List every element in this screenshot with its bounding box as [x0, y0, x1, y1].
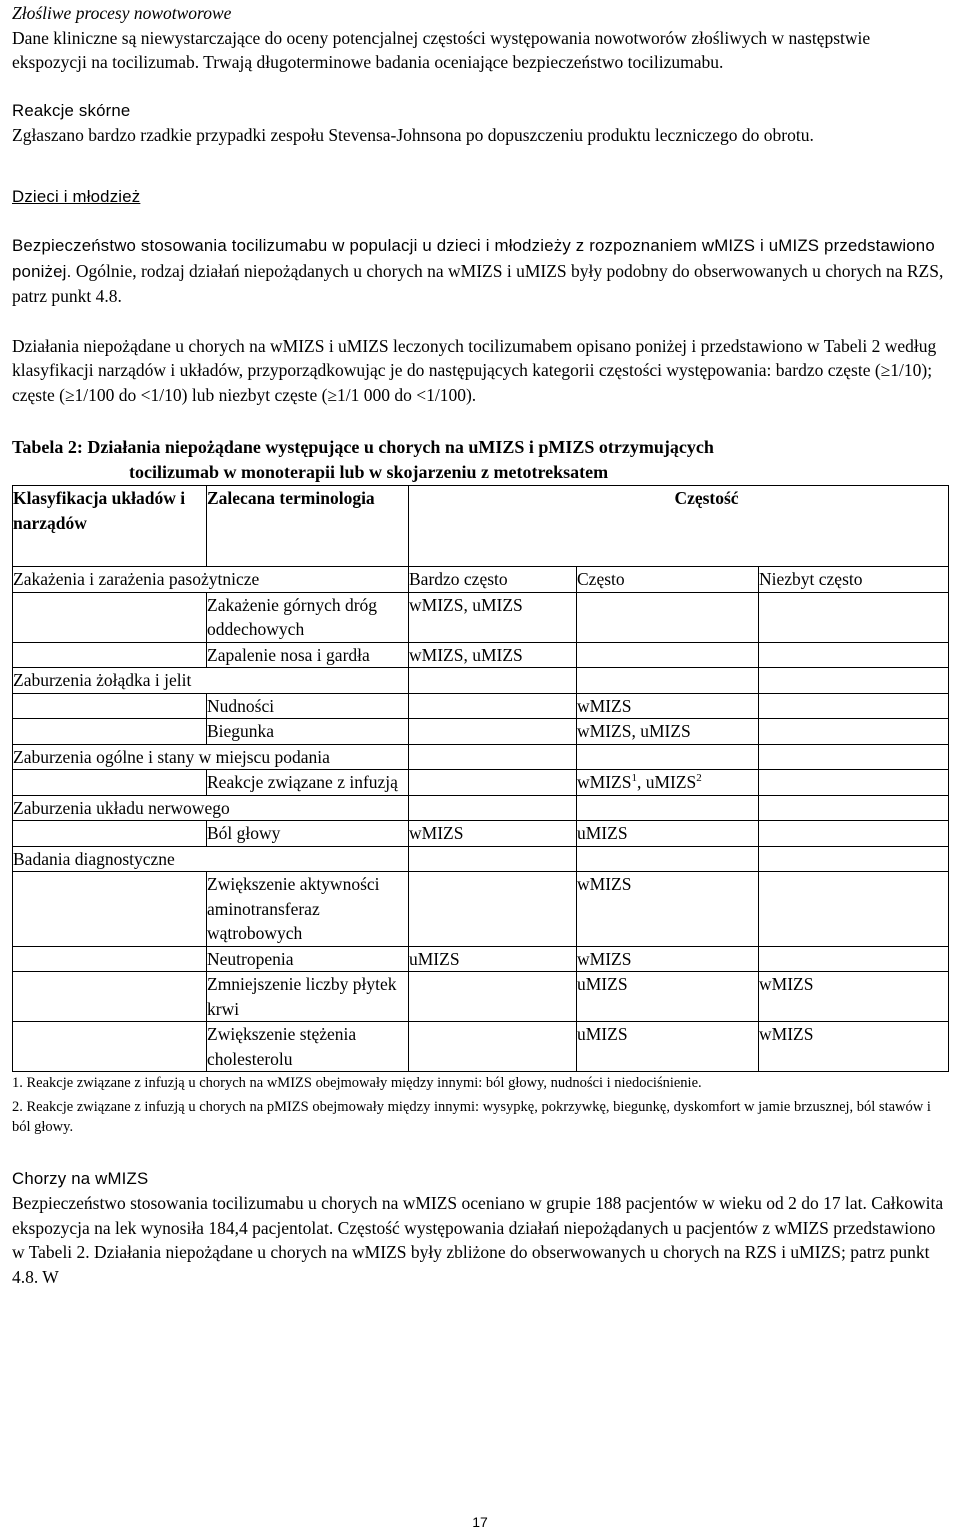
footnote-ref-2: 2 — [696, 772, 702, 785]
document-page — [12, 0, 948, 1289]
common-value: wMIZS — [577, 772, 632, 792]
table-row — [13, 946, 949, 972]
uncommon-cell: wMIZS — [759, 1022, 949, 1072]
footnote-ref-1: 1 — [631, 772, 637, 785]
soc-label: Zaburzenia układu nerwowego — [13, 795, 409, 821]
term-cell: Reakcje związane z infuzją — [207, 770, 409, 796]
term-cell: Nudności — [207, 693, 409, 719]
wmizs-heading: Chorzy na wMIZS — [12, 1168, 149, 1188]
common-cell: uMIZS — [577, 972, 759, 1022]
skin-reactions-paragraph: Zgłaszano bardzo rzadkie przypadki zespołu Stevensa-Johnsona po dopuszczeniu produktu leczniczego do obrotu. — [12, 125, 814, 145]
term-cell: Zakażenie górnych dróg oddechowych — [207, 592, 409, 642]
header-frequency — [409, 486, 949, 567]
wmizs-paragraph: Bezpieczeństwo stosowania tocilizumabu u chorych na wMIZS oceniano w grupie 188 pacjentów w wieku od 2 do 17 lat. Całkowita ekspozycja na lek wynosiła 184,4 pacjentolat. Częstość występowania działań niepożądanych u pacjentów z wMIZS przedstawiono w Tabeli 2. Działania niepożądane u chorych na wMIZS były zbliżone do obserwowanych u chorych na RZS i uMIZS; patrz punkt 4.8. W — [12, 1193, 944, 1287]
term-cell: Zwiększenie aktywności aminotransferaz wątrobowych — [207, 872, 409, 947]
term-cell: Biegunka — [207, 719, 409, 745]
empty-cell — [13, 1022, 207, 1072]
table-row — [13, 693, 949, 719]
empty-cell — [409, 846, 577, 872]
table-soc-row — [13, 668, 949, 694]
empty-cell — [577, 795, 759, 821]
uncommon-cell — [759, 821, 949, 847]
empty-cell — [577, 668, 759, 694]
uncommon-cell — [759, 642, 949, 668]
common-cell — [577, 642, 759, 668]
freq-common-header: Często — [577, 567, 759, 593]
term-cell: Zwiększenie stężenia cholesterolu — [207, 1022, 409, 1072]
common-cell: uMIZS — [577, 821, 759, 847]
very-common-cell — [409, 719, 577, 745]
skin-reactions-heading: Reakcje skórne — [12, 100, 131, 120]
header-frequency-label: Częstość — [674, 488, 739, 508]
soc-label: Zaburzenia ogólne i stany w miejscu podania — [13, 744, 409, 770]
term-cell: Ból głowy — [207, 821, 409, 847]
table-soc-row — [13, 744, 949, 770]
common-value-2: , uMIZS — [636, 772, 697, 792]
table-row — [13, 821, 949, 847]
empty-cell — [759, 795, 949, 821]
empty-cell — [13, 821, 207, 847]
empty-cell — [13, 972, 207, 1022]
header-term: Zalecana terminologia — [207, 486, 409, 567]
empty-cell — [409, 668, 577, 694]
adverse-reactions-paragraph: Działania niepożądane u chorych na wMIZS i uMIZS leczonych tocilizumabem opisano poniżej i przedstawiono w Tabeli 2 według klasyfikacji narządów i układów, przyporządkowując je do następujących kategorii częstości występowania: bardzo częste (≥1/10); częste (≥1/100 do <1/10) lub niezbyt częste (≥1/1 000 do <1/100). — [12, 335, 937, 405]
term-cell: Zmniejszenie liczby płytek krwi — [207, 972, 409, 1022]
empty-cell — [409, 795, 577, 821]
children-paragraph — [12, 233, 948, 309]
empty-cell — [759, 846, 949, 872]
empty-cell — [13, 872, 207, 947]
very-common-cell: wMIZS, uMIZS — [409, 642, 577, 668]
table-row — [13, 770, 949, 796]
very-common-cell — [409, 972, 577, 1022]
empty-cell — [759, 668, 949, 694]
uncommon-cell: wMIZS — [759, 972, 949, 1022]
table-title-line1: Tabela 2: Działania niepożądane występujące u chorych na uMIZS i pMIZS otrzymujących — [12, 437, 714, 457]
freq-very-common-header: Bardzo często — [409, 567, 577, 593]
freq-uncommon-header: Niezbyt często — [759, 567, 949, 593]
common-cell: uMIZS — [577, 1022, 759, 1072]
footnote-1: 1. Reakcje związane z infuzją u chorych na wMIZS obejmowały między innymi: ból głowy, nudności i niedociśnienie. — [12, 1075, 702, 1091]
empty-cell — [759, 744, 949, 770]
uncommon-cell — [759, 946, 949, 972]
adverse-reactions-table-body — [13, 486, 949, 1072]
term-cell: Zapalenie nosa i gardła — [207, 642, 409, 668]
malignancies-heading: Złośliwe procesy nowotworowe — [12, 3, 232, 23]
uncommon-cell — [759, 693, 949, 719]
table-row — [13, 719, 949, 745]
empty-cell — [577, 846, 759, 872]
children-paragraph-part2: Ogólnie, rodzaj działań niepożądanych u chorych na wMIZS i uMIZS były podobny do obserwowanych u chorych na RZS, patrz punkt 4.8. — [12, 260, 944, 306]
table-soc-row — [13, 846, 949, 872]
very-common-cell — [409, 693, 577, 719]
common-cell: wMIZS — [577, 872, 759, 947]
common-cell — [577, 592, 759, 642]
empty-cell — [13, 770, 207, 796]
very-common-cell: uMIZS — [409, 946, 577, 972]
very-common-cell: wMIZS, uMIZS — [409, 592, 577, 642]
common-cell: wMIZS — [577, 946, 759, 972]
adverse-reactions-table — [12, 485, 949, 1072]
uncommon-cell — [759, 719, 949, 745]
uncommon-cell — [759, 770, 949, 796]
soc-label: Badania diagnostyczne — [13, 846, 409, 872]
uncommon-cell — [759, 872, 949, 947]
empty-cell — [13, 946, 207, 972]
empty-cell — [409, 744, 577, 770]
table-row — [13, 872, 949, 947]
page-number: 17 — [472, 1514, 488, 1530]
table-row — [13, 972, 949, 1022]
soc-label: Zaburzenia żołądka i jelit — [13, 668, 409, 694]
common-cell — [577, 770, 759, 796]
term-cell: Neutropenia — [207, 946, 409, 972]
footnote-2: 2. Reakcje związane z infuzją u chorych na pMIZS obejmowały między innymi: wysypkę, pokrzywkę, biegunkę, dyskomfort w jamie brzusznej, ból stawów i ból głowy. — [12, 1098, 931, 1135]
empty-cell — [577, 744, 759, 770]
empty-cell — [13, 719, 207, 745]
very-common-cell — [409, 770, 577, 796]
empty-cell — [13, 693, 207, 719]
table-header-row — [13, 486, 949, 567]
children-paragraph-part1: Bezpieczeństwo stosowania tocilizumabu w populacji u dzieci i młodzieży z rozpoznaniem wMIZS i uMIZS przedstawiono poniżej. — [12, 236, 935, 281]
children-heading: Dzieci i młodzież — [12, 186, 141, 206]
table-title — [12, 435, 948, 485]
common-cell: wMIZS — [577, 693, 759, 719]
empty-cell — [13, 592, 207, 642]
table-soc-row — [13, 795, 949, 821]
empty-cell — [13, 642, 207, 668]
very-common-cell — [409, 872, 577, 947]
table-soc-row — [13, 567, 949, 593]
table-row — [13, 1022, 949, 1072]
table-row — [13, 592, 949, 642]
table-title-line2: tocilizumab w monoterapii lub w skojarzeniu z metotreksatem — [129, 462, 609, 482]
soc-label: Zakażenia i zarażenia pasożytnicze — [13, 567, 409, 593]
very-common-cell: wMIZS — [409, 821, 577, 847]
malignancies-paragraph: Dane kliniczne są niewystarczające do oceny potencjalnej częstości występowania nowotworów złośliwych w następstwie ekspozycji na tocilizumab. Trwają długoterminowe badania oceniające bezpieczeństwo tocilizumabu. — [12, 27, 871, 72]
header-soc: Klasyfikacja układów i narządów — [13, 486, 207, 567]
very-common-cell — [409, 1022, 577, 1072]
table-row — [13, 642, 949, 668]
uncommon-cell — [759, 592, 949, 642]
common-cell: wMIZS, uMIZS — [577, 719, 759, 745]
